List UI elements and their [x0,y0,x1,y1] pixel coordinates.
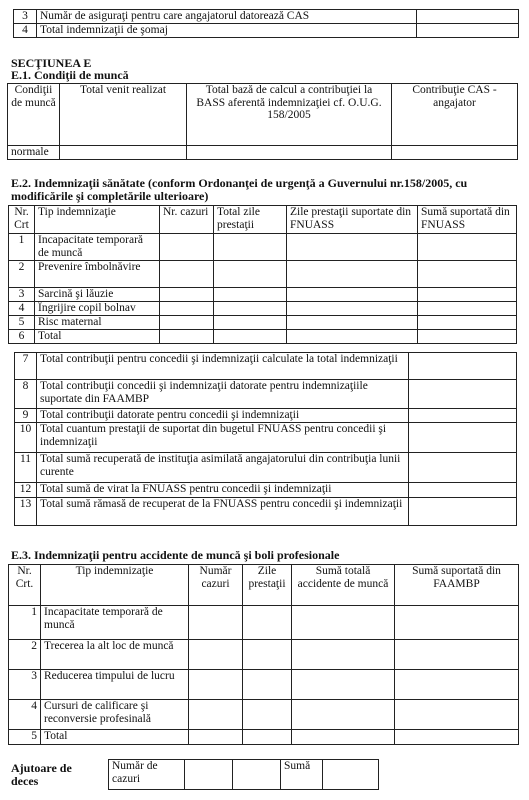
value-cell[interactable] [409,380,517,409]
value-cell[interactable] [392,146,518,160]
value-cell[interactable] [189,670,243,700]
value-cell[interactable] [243,606,292,640]
value-cell[interactable] [292,700,395,730]
value-cell[interactable] [233,760,281,790]
value-cell[interactable] [287,234,418,261]
table-row [15,423,517,453]
row-number: 4 [9,302,35,316]
value-cell[interactable] [189,640,243,670]
column-header: Zile prestaţii suportate din FNUASS [287,206,418,234]
row-label: Total contribuţii datorate pentru concedii şi indemnizaţii [37,409,409,423]
value-cell[interactable] [417,10,519,24]
value-cell[interactable] [323,760,379,790]
value-cell[interactable] [287,330,418,344]
table-row [9,606,519,640]
value-cell[interactable] [287,261,418,288]
value-cell[interactable] [409,409,517,423]
value-cell[interactable] [292,670,395,700]
row-label: Total cuantum prestaţii de suportat din bugetul FNUASS pentru concedii şi indemnizaţii [37,423,409,453]
column-header: Nr. cazuri [160,206,214,234]
row-label: Reducerea timpului de lucru [41,670,189,700]
value-cell[interactable] [185,760,233,790]
table-row [9,670,519,700]
table-header-row [8,84,518,146]
column-header: Nr. Crt. [9,565,41,606]
row-number: 5 [9,316,35,330]
row-number: 8 [15,380,37,409]
e2-title-line1: E.2. Indemnizaţii sănătate (conform Ordonanţei de urgenţă a Guvernului nr.158/2005, cu [11,176,468,190]
table-header-row [9,565,519,606]
row-number: 13 [15,498,37,526]
row-label: Total indemnizaţii de şomaj [37,24,417,38]
value-cell[interactable] [418,316,517,330]
section-title: SECŢIUNEA E [11,56,92,70]
value-cell[interactable] [160,261,214,288]
row-label: Incapacitate temporară de muncă [41,606,189,640]
value-cell[interactable] [214,316,287,330]
column-header: Zile prestaţii [243,565,292,606]
e2-totals-table [14,352,517,526]
table-row [9,640,519,670]
value-cell[interactable] [214,261,287,288]
value-cell[interactable] [160,288,214,302]
value-cell[interactable] [189,606,243,640]
row-label: Sarcină şi lăuzie [35,288,160,302]
row-number: 1 [9,234,35,261]
table-row [9,234,517,261]
table-row [9,730,519,745]
value-cell[interactable] [243,640,292,670]
column-header: Condiţii de muncă [8,84,60,146]
value-cell[interactable] [160,302,214,316]
row-label: Total contribuţii concedii şi indemnizaţii datorate pentru indemnizaţiile suportate din FAAMBP [37,380,409,409]
row-label: Total sumă recuperată de instituţia asimilată angajatorului din contribuţia lunii curente [37,453,409,483]
e3-title: E.3. Indemnizaţii pentru accidente de muncă şi boli profesionale [11,548,340,562]
column-header: Total bază de calcul a contribuţiei la BASS aferentă indemnizaţiei cf. O.U.G. 158/2005 [187,84,392,146]
row-label: Trecerea la alt loc de muncă [41,640,189,670]
table-row [9,302,517,316]
column-header: Sumă suportată din FNUASS [418,206,517,234]
value-cell[interactable] [292,730,395,745]
column-header: Tip indemnizaţie [41,565,189,606]
value-cell[interactable] [292,640,395,670]
value-cell[interactable] [243,670,292,700]
e2-table [8,205,517,344]
column-header: Număr cazuri [189,565,243,606]
value-cell[interactable] [418,302,517,316]
column-header: Sumă suportată din FAAMBP [395,565,519,606]
value-cell[interactable] [395,700,519,730]
value-cell[interactable] [160,330,214,344]
value-cell[interactable] [418,330,517,344]
table-row [14,10,519,24]
table-row [9,261,517,288]
value-cell[interactable] [409,483,517,498]
row-label: Total [35,330,160,344]
value-cell[interactable] [189,700,243,730]
value-cell[interactable] [409,353,517,380]
value-cell[interactable] [409,453,517,483]
value-cell[interactable] [409,423,517,453]
row-label: Total contribuţii pentru concedii şi indemnizaţii calculate la total indemnizaţii [37,353,409,380]
row-number: 3 [9,670,41,700]
table-row [109,760,379,790]
value-cell[interactable] [214,234,287,261]
row-number: 5 [9,730,41,745]
value-cell[interactable] [292,606,395,640]
row-number: 4 [9,700,41,730]
row-number: 11 [15,453,37,483]
row-label: Incapacitate temporară de muncă [35,234,160,261]
value-cell[interactable] [418,234,517,261]
table-row [15,483,517,498]
table-row [8,146,518,160]
row-label: Cursuri de calificare şi reconversie profesinală [41,700,189,730]
row-label: Total sumă de virat la FNUASS pentru concedii şi indemnizaţii [37,483,409,498]
value-cell[interactable] [287,302,418,316]
table-row [9,700,519,730]
cases-label: Număr de cazuri [109,760,185,790]
column-header: Total zile prestaţii [214,206,287,234]
value-cell[interactable] [214,330,287,344]
column-header: Sumă totală accidente de muncă [292,565,395,606]
e1-table [7,83,518,160]
row-label: Total [41,730,189,745]
value-cell[interactable] [417,24,519,38]
table-row [15,453,517,483]
row-number: 9 [15,409,37,423]
row-number: 3 [9,288,35,302]
value-cell[interactable] [214,288,287,302]
table-row [15,380,517,409]
value-cell[interactable] [395,640,519,670]
value-cell[interactable] [418,288,517,302]
value-cell[interactable] [189,730,243,745]
row-label: Număr de asiguraţi pentru care angajatorul datorează CAS [37,10,417,24]
deces-label: Ajutoare de deces [11,761,72,788]
sum-label: Sumă [281,760,323,790]
value-cell[interactable] [287,288,418,302]
value-cell[interactable] [160,234,214,261]
row-label: Risc maternal [35,316,160,330]
e1-title: E.1. Condiţii de muncă [11,68,129,82]
row-number: 1 [9,606,41,640]
table-row [15,498,517,526]
row-label: normale [8,146,60,160]
row-number: 2 [9,261,35,288]
column-header: Tip indemnizaţie [35,206,160,234]
column-header: Total venit realizat [60,84,187,146]
value-cell[interactable] [160,316,214,330]
table-row [9,288,517,302]
column-header: Nr. Crt [9,206,35,234]
value-cell[interactable] [243,700,292,730]
row-number: 10 [15,423,37,453]
e3-table [8,564,519,745]
row-label: Îngrijire copil bolnav [35,302,160,316]
row-number: 6 [9,330,35,344]
row-number: 7 [15,353,37,380]
e2-title-line2: modificările şi completările ulterioare) [11,189,209,203]
value-cell[interactable] [409,498,517,526]
value-cell[interactable] [395,670,519,700]
value-cell[interactable] [60,146,187,160]
value-cell[interactable] [418,261,517,288]
value-cell[interactable] [395,606,519,640]
row-number: 4 [14,24,37,38]
value-cell[interactable] [187,146,392,160]
table-row [9,316,517,330]
value-cell[interactable] [395,730,519,745]
value-cell[interactable] [287,316,418,330]
deces-table [108,759,379,790]
column-header: Contribuţie CAS - angajator [392,84,518,146]
value-cell[interactable] [214,302,287,316]
table-row [15,353,517,380]
row-number: 12 [15,483,37,498]
table-header-row [9,206,517,234]
row-number: 2 [9,640,41,670]
table-row [9,330,517,344]
row-label: Prevenire îmbolnăvire [35,261,160,288]
table-row [15,409,517,423]
value-cell[interactable] [243,730,292,745]
row-label: Total sumă rămasă de recuperat de la FNUASS pentru concedii şi indemnizaţii [37,498,409,526]
table-row [14,24,519,38]
row-number: 3 [14,10,37,24]
top-rows-table [13,9,519,38]
